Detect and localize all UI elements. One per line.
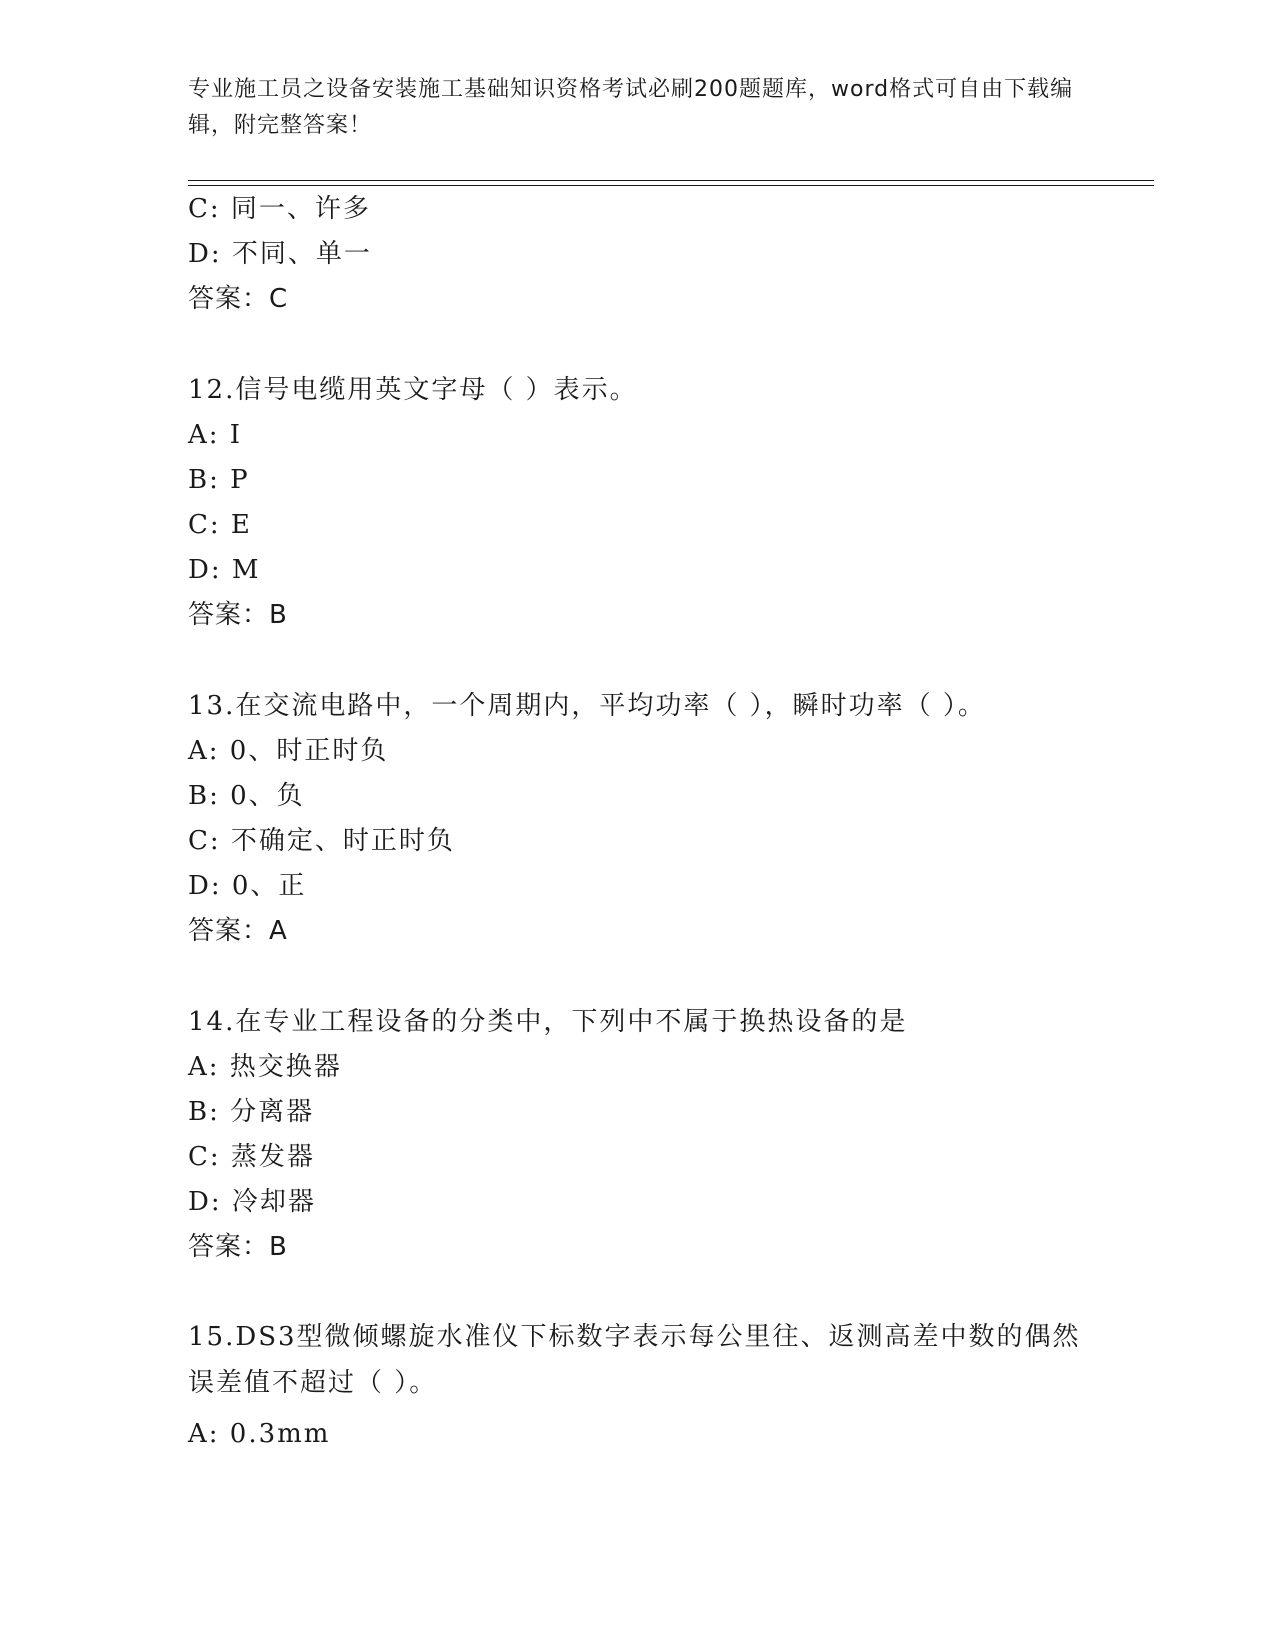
q12-question: 12.信号电缆用英文字母（ ）表示。 <box>188 375 638 405</box>
q12-answer: 答案：B <box>188 600 288 630</box>
q11-answer: 答案：C <box>188 284 289 314</box>
q14-option-a: A: 热交换器 <box>188 1052 342 1082</box>
q12-option-a: A: I <box>188 420 243 450</box>
q13-option-c: C: 不确定、时正时负 <box>188 826 455 856</box>
q14-question: 14.在专业工程设备的分类中，下列中不属于换热设备的是 <box>188 1007 908 1037</box>
q14-answer: 答案：B <box>188 1232 288 1262</box>
q15-option-a: A: 0.3mm <box>188 1419 331 1449</box>
q12-option-d: D: M <box>188 555 261 585</box>
q13-option-a: A: 0、时正时负 <box>188 736 389 766</box>
q13-option-b: B: 0、负 <box>188 781 305 811</box>
q13-option-d: D: 0、正 <box>188 871 307 901</box>
q12-option-b: B: P <box>188 465 250 495</box>
q13-answer: 答案：A <box>188 916 288 946</box>
q14-option-d: D: 冷却器 <box>188 1187 316 1217</box>
document-header: 专业施工员之设备安装施工基础知识资格考试必刷200题题库，word格式可自由下载编辑，附完整答案！ <box>188 77 1074 138</box>
q15-question: 15.DS3型微倾螺旋水准仪下标数字表示每公里往、返测高差中数的偶然误差值不超过（ ）。 <box>188 1322 1081 1398</box>
q11-option-c: C: 同一、许多 <box>188 194 371 224</box>
q13-question: 13.在交流电路中，一个周期内，平均功率（ ），瞬时功率（ ）。 <box>188 691 986 721</box>
header-divider-bottom <box>188 185 1154 186</box>
q11-option-d: D: 不同、单一 <box>188 239 372 269</box>
header-divider-top <box>188 180 1154 181</box>
q12-option-c: C: E <box>188 510 252 540</box>
q14-option-c: C: 蒸发器 <box>188 1142 315 1172</box>
q14-option-b: B: 分离器 <box>188 1097 315 1127</box>
